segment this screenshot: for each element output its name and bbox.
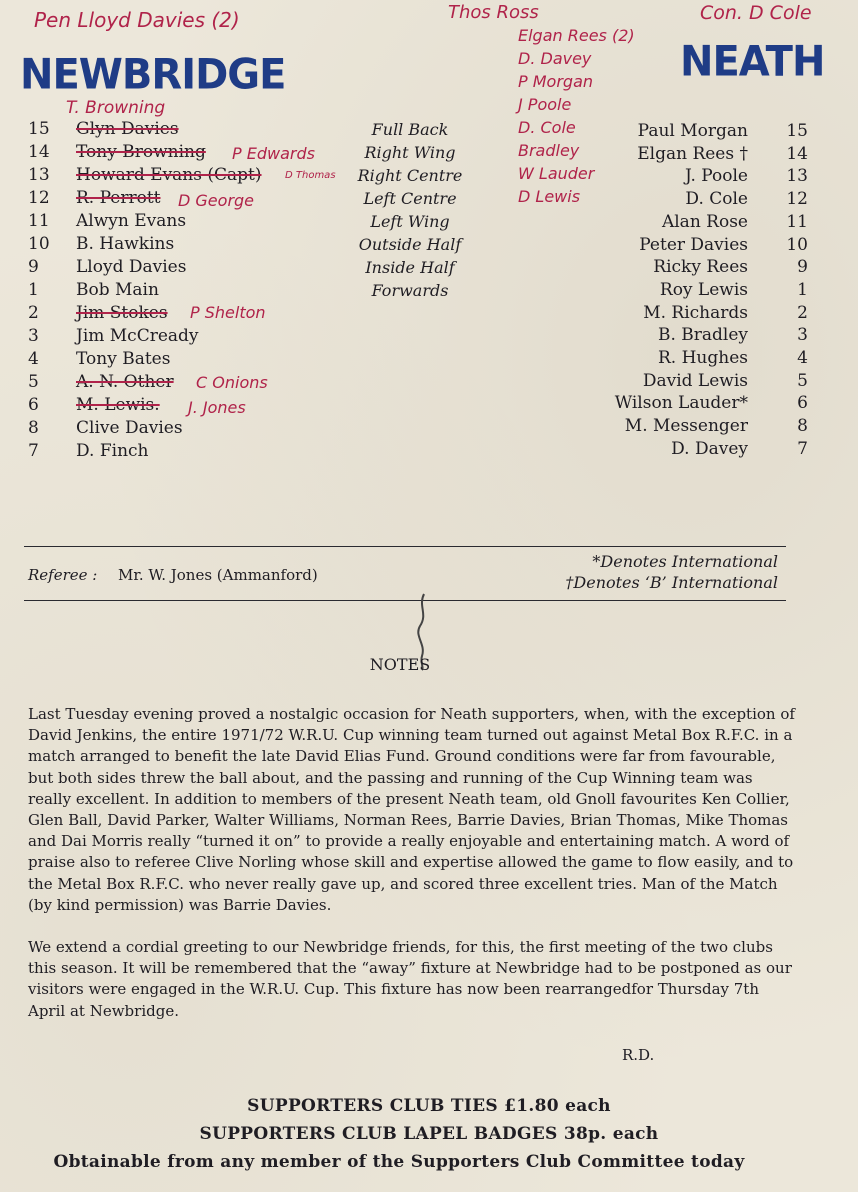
player-number: 4 [797, 348, 808, 368]
handwritten-t-browning: T. Browning [66, 98, 166, 118]
player-number: 5 [28, 372, 39, 392]
handwritten-neath-name: P Morgan [518, 72, 594, 91]
footer-ties: SUPPORTERS CLUB TIES £1.80 each [247, 1096, 611, 1116]
player-number: 9 [28, 257, 39, 277]
notes-body [28, 704, 798, 1022]
handwritten-p-edwards: P Edwards [232, 144, 315, 163]
player-name: David Lewis [642, 370, 748, 391]
handwritten-neath-name: Bradley [518, 141, 580, 160]
player-number: 14 [786, 143, 808, 164]
position-label: Left Centre [363, 189, 457, 208]
player-name: Alan Rose [661, 211, 748, 232]
handwritten-neath-name: D. Cole [518, 118, 576, 137]
handwritten-neath-name: W Lauder [518, 164, 595, 183]
referee-label: Referee : [28, 566, 98, 584]
notes-paragraph-2: We extend a cordial greeting to our Newbridge friends, for this, the first meeting of the two clubs this season. It will be remembered that the “away” fixture at Newbridge had to be postponed as our visitors were engaged in the W.R.U. Cup. This fixture has now been rearrangedfor Thursday 7th April at Newbridge. [28, 938, 792, 1020]
player-name: Lloyd Davies [76, 257, 187, 277]
bottom-divider [24, 600, 786, 601]
player-number: 8 [28, 418, 39, 438]
notes-paragraph-1: Last Tuesday evening proved a nostalgic occasion for Neath supporters, when, with the exception of David Jenkins, the entire 1971/72 W.R.U. Cup winning team turned out against Metal Box R.F.C. in a match arranged to benefit the late David Elias Fund. Ground conditions were far from favourable, but both sides threw the ball about, and the passing and running of the Cup Winning team was really excellent. In addition to members of the present Neath team, old Gnoll favourites Ken Collier, Glen Ball, David Parker, Walter Williams, Norman Rees, Barrie Davies, Brian Thomas, Mike Thomas and Dai Morris really “turned it on” to provide a really enjoyable and entertaining match. A word of praise also to referee Clive Norling whose skill and expertise allowed the game to flow easily, and to the Metal Box R.F.C. who never really gave up, and scored three excellent tries. Man of the Match (by kind permission) was Barrie Davies. [28, 705, 795, 914]
player-number: 3 [797, 325, 808, 346]
handwritten-p-shelton: P Shelton [190, 303, 266, 322]
legend-international: *Denotes International [592, 552, 778, 571]
footer-obtainable: Obtainable from any member of the Supporters Club Committee today [53, 1152, 745, 1172]
newbridge-player-row [28, 256, 368, 279]
player-name: Glyn Davies [76, 119, 179, 139]
position-label: Outside Half [358, 235, 462, 254]
player-name: Bob Main [76, 280, 159, 300]
player-number: 8 [797, 416, 808, 437]
notes-signature: R.D. [622, 1046, 655, 1064]
player-name: Roy Lewis [659, 279, 748, 300]
handwritten-j-jones: J. Jones [188, 398, 246, 417]
player-name: Peter Davies [639, 234, 748, 255]
player-name: B. Hawkins [76, 234, 175, 254]
neath-player-row [520, 415, 808, 438]
neath-player-row [520, 143, 808, 166]
player-name: Paul Morgan [637, 121, 748, 141]
player-name: M. Lewis. [76, 395, 160, 415]
newbridge-player-row [28, 325, 368, 348]
player-name: R. Perrott [76, 188, 161, 208]
player-number: 1 [28, 280, 39, 300]
player-name: B. Bradley [657, 325, 748, 346]
neath-player-row [520, 256, 808, 279]
player-name: Jim McCready [76, 326, 199, 346]
player-number: 15 [28, 119, 50, 139]
player-number: 9 [797, 257, 808, 278]
neath-player-row [520, 211, 808, 234]
neath-player-row [520, 392, 808, 415]
player-number: 7 [28, 441, 39, 461]
handwritten-c-onions: C Onions [196, 373, 268, 392]
legend-b-international: †Denotes ‘B’ International [565, 573, 778, 592]
position-label: Left Wing [370, 212, 450, 231]
neath-player-row [520, 347, 808, 370]
player-number: 1 [797, 279, 808, 300]
neath-player-row [520, 370, 808, 393]
neath-title: NEATH [680, 37, 825, 87]
player-number: 7 [797, 438, 808, 459]
top-divider [24, 546, 786, 547]
newbridge-player-row [28, 233, 368, 256]
player-name: Elgan Rees † [637, 143, 748, 164]
handwritten-d-thomas: D Thomas [285, 170, 336, 181]
player-name: M. Richards [643, 302, 748, 323]
positions-list [340, 118, 480, 308]
neath-player-row [520, 438, 808, 461]
player-number: 15 [786, 121, 808, 141]
handwritten-neath-name: Elgan Rees (2) [518, 26, 635, 45]
player-name: A. N. Other [76, 372, 174, 392]
player-name: M. Messenger [624, 416, 748, 437]
neath-player-row [520, 165, 808, 188]
player-name: Wilson Lauder* [614, 393, 748, 414]
player-name: Tony Browning [76, 142, 206, 162]
player-name: D. Finch [76, 441, 149, 461]
player-name: Jim Stokes [76, 303, 168, 323]
player-name: R. Hughes [658, 348, 748, 368]
player-number: 13 [28, 165, 50, 185]
player-name: D. Davey [671, 438, 748, 459]
player-name: Tony Bates [76, 349, 171, 369]
neath-player-row [520, 279, 808, 302]
neath-player-row [520, 188, 808, 211]
newbridge-title: NEWBRIDGE [20, 50, 286, 100]
position-label: Right Centre [357, 166, 463, 185]
newbridge-player-row [28, 440, 368, 463]
handwritten-neath-name: J Poole [518, 95, 572, 114]
player-number: 12 [786, 189, 808, 210]
newbridge-player-row [28, 141, 368, 164]
handwritten-top-middle: Thos Ross [448, 2, 539, 23]
player-name: Howard Evans (Capt) [76, 165, 262, 185]
player-number: 14 [28, 142, 50, 162]
player-name: Clive Davies [76, 418, 183, 438]
newbridge-player-row [28, 417, 368, 440]
player-number: 13 [786, 166, 808, 187]
newbridge-player-row [28, 210, 368, 233]
neath-team-list [520, 120, 808, 470]
neath-player-row [520, 324, 808, 347]
newbridge-player-row [28, 348, 368, 371]
player-number: 10 [28, 234, 50, 254]
footer-badges: SUPPORTERS CLUB LAPEL BADGES 38p. each [199, 1124, 659, 1144]
player-number: 11 [28, 211, 50, 231]
handwritten-d-george: D George [178, 191, 255, 210]
newbridge-player-row [28, 279, 368, 302]
player-name: J. Poole [684, 166, 748, 187]
player-number: 11 [786, 211, 808, 232]
notes-heading: NOTES [369, 655, 431, 674]
player-number: 2 [797, 302, 808, 323]
player-number: 2 [28, 303, 39, 323]
position-label: Inside Half [365, 258, 455, 277]
position-label: Right Wing [364, 143, 456, 162]
referee-name: Mr. W. Jones (Ammanford) [118, 566, 318, 584]
handwritten-top-left: Pen Lloyd Davies (2) [34, 8, 240, 32]
player-number: 6 [28, 395, 39, 415]
handwritten-neath-name: D Lewis [518, 187, 581, 206]
player-number: 4 [28, 349, 39, 369]
position-label: Full Back [371, 120, 449, 139]
handwritten-neath-name: D. Davey [518, 49, 592, 68]
handwritten-top-right: Con. D Cole [700, 2, 812, 24]
player-number: 10 [786, 234, 808, 255]
neath-player-row [520, 120, 808, 143]
player-name: Ricky Rees [653, 257, 748, 278]
player-number: 3 [28, 326, 39, 346]
player-number: 5 [797, 370, 808, 391]
newbridge-player-row [28, 118, 368, 141]
player-name: Alwyn Evans [76, 211, 187, 231]
player-name: D. Cole [685, 189, 748, 210]
neath-player-row [520, 234, 808, 257]
player-number: 12 [28, 188, 50, 208]
position-label: Forwards [371, 281, 449, 300]
player-number: 6 [797, 393, 808, 414]
neath-player-row [520, 302, 808, 325]
